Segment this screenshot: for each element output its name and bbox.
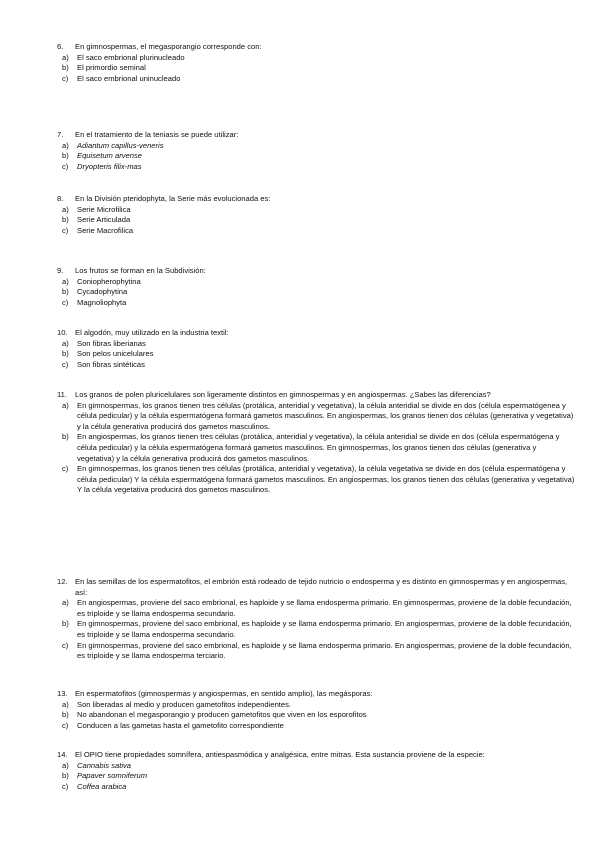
question-number: 12.: [57, 577, 68, 586]
question-text: El algodón, muy utilizado en la industria textil:: [75, 328, 229, 337]
option-b: [57, 63, 575, 74]
option-letter: b): [62, 215, 69, 225]
option-a: [57, 401, 575, 433]
question-text: Los frutos se forman en la Subdivisión:: [75, 266, 206, 275]
question-number: 13.: [57, 689, 68, 698]
question-7: [57, 130, 575, 172]
option-b: [57, 215, 575, 226]
option-c: [57, 782, 575, 793]
option-b: [57, 349, 575, 360]
option-c: [57, 641, 575, 662]
option-text: Adiantum capillus-veneris: [77, 140, 164, 150]
option-letter: c): [62, 297, 69, 307]
option-a: [57, 700, 575, 711]
option-c: [57, 226, 575, 237]
option-text: Son liberadas al medio y producen gametofitos independientes.: [77, 699, 292, 709]
option-c: [57, 162, 575, 173]
option-b: [57, 710, 575, 721]
option-text: Magnoliophyta: [77, 297, 127, 307]
option-letter: b): [62, 349, 69, 359]
option-letter: c): [62, 464, 69, 474]
option-a: [57, 53, 575, 64]
question-text: El OPIO tiene propiedades somnífera, antiespasmódica y analgésica, entre mitras. Esta sustancia proviene de la especie:: [75, 750, 485, 759]
option-letter: a): [62, 52, 69, 62]
question-10: [57, 328, 575, 370]
option-text: En gimnospermas, proviene del saco embrional, es haploide y se llama endosperma primario. En angiospermas, proviene de la doble fecundación, es triploide y se llama endosperma terciario.: [77, 640, 572, 661]
option-letter: a): [62, 400, 69, 410]
option-b: [57, 287, 575, 298]
question-8: [57, 194, 575, 236]
option-letter: c): [62, 640, 69, 650]
question-13: [57, 689, 575, 731]
option-letter: a): [62, 598, 69, 608]
option-letter: a): [62, 699, 69, 709]
option-letter: c): [62, 359, 69, 369]
option-text: Coffea arabica: [77, 781, 127, 791]
question-number: 10.: [57, 328, 68, 337]
option-text: En gimnospermas, los granos tienen tres células (protálica, anteridial y vegetativa), la célula vegetativa se divide en dos (célula espermatógena y célula pedicular) Y la célula espermatógena formará gametos masculinos. En angiospermas, los granos tienen dos células (generativa y vegetativa) Y la célula vegetativa producirá dos gametos masculinos.: [77, 464, 575, 495]
option-a: [57, 761, 575, 772]
question-text: En la División pteridophyta, la Serie más evolucionada es:: [75, 194, 271, 203]
question-number: 7.: [57, 130, 64, 139]
question-number: 6.: [57, 42, 64, 51]
option-letter: a): [62, 204, 69, 214]
option-text: En gimnospermas, proviene del saco embrional, es haploide y se llama endosperma primario. En angiospermas, proviene de la doble fecundación, es triploide y se llama endosperma secundario.: [77, 619, 572, 639]
option-letter: c): [62, 781, 69, 791]
option-c: [57, 360, 575, 371]
option-letter: a): [62, 338, 69, 348]
option-text: El saco embrional plurinucleado: [77, 52, 185, 62]
question-number: 9.: [57, 266, 64, 275]
option-text: En angiospermas, proviene del saco embrional, es haploide y se llama endosperma primario. En gimnospermas, proviene de la doble fecundación, es triploide y se llama endosperma secundario.: [77, 598, 572, 618]
option-letter: c): [62, 225, 69, 235]
option-b: [57, 151, 575, 162]
option-text: Dryopteris filix-mas: [77, 161, 142, 171]
option-a: [57, 205, 575, 216]
option-text: Cycadophytina: [77, 287, 128, 297]
option-a: [57, 141, 575, 152]
option-text: Coniopherophytina: [77, 276, 141, 286]
option-letter: c): [62, 73, 69, 83]
option-letter: a): [62, 276, 69, 286]
option-letter: a): [62, 140, 69, 150]
option-c: [57, 464, 575, 496]
option-text: No abandonan el megasporangio y producen gametofitos que viven en los esporofitos: [77, 710, 367, 720]
option-text: El saco embrional uninucleado: [77, 73, 181, 83]
question-11: [57, 390, 575, 496]
question-9: [57, 266, 575, 308]
question-text: En el tratamiento de la teniasis se puede utilizar:: [75, 130, 239, 139]
option-text: Serie Microfilica: [77, 204, 131, 214]
option-text: Conducen a las gametas hasta el gametofito correspondiente: [77, 720, 284, 730]
option-c: [57, 298, 575, 309]
option-letter: c): [62, 720, 69, 730]
option-b: [57, 619, 575, 640]
option-text: Equisetum arvense: [77, 151, 143, 161]
option-letter: b): [62, 619, 69, 629]
option-letter: b): [62, 287, 69, 297]
option-a: [57, 339, 575, 350]
option-text: En angiospermas, los granos tienen tres células (protálica, anteridial y vegetativa), la célula anteridial se divide en dos (célula espermatógena y célula pedicular) y la célula espermatógena formará gametos masculinos. En gimnospermas, los granos tienen dos células (generativa y vegetativa) y la célula generativa producirá dos gametos masculinos.: [77, 432, 560, 463]
question-number: 14.: [57, 750, 68, 759]
question-12: [57, 577, 575, 662]
option-letter: b): [62, 63, 69, 73]
option-letter: b): [62, 710, 69, 720]
option-c: [57, 74, 575, 85]
option-b: [57, 432, 575, 464]
option-text: Serie Articulada: [77, 215, 131, 225]
option-b: [57, 771, 575, 782]
question-text: En gimnospermas, el megasporangio corresponde con:: [75, 42, 262, 51]
option-letter: b): [62, 432, 69, 442]
option-text: Son fibras liberianas: [77, 338, 146, 348]
option-letter: b): [62, 151, 69, 161]
option-text: Son pelos unicelulares: [77, 349, 154, 359]
option-text: Serie Macrofilica: [77, 225, 134, 235]
question-number: 11.: [57, 390, 67, 399]
option-text: El primordio seminal: [77, 63, 146, 73]
option-letter: c): [62, 161, 69, 171]
question-6: [57, 42, 575, 84]
question-number: 8.: [57, 194, 64, 203]
option-c: [57, 721, 575, 732]
option-text: Cannabis sativa: [77, 760, 132, 770]
question-text: En las semillas de los espermatofitos, el embrión está rodeado de tejido nutricio o endosperma y es distinto en gimnospermas y en angiospermas, así:: [75, 577, 568, 597]
question-text: Los granos de polen pluricelulares son ligeramente distintos en gimnospermas y en angiospermas. ¿Sabes las diferencias?: [75, 390, 491, 399]
option-a: [57, 277, 575, 288]
option-a: [57, 598, 575, 619]
question-text: En espermatofitos (gimnospermas y angiospermas, en sentido amplio), las megásporas:: [75, 689, 373, 698]
option-text: En gimnospermas, los granos tienen tres células (protálica, anteridial y vegetativa), la célula anteridial se divide en dos (célula espermatógenea y célula pedicular) y la célula espermatógena formará gametos masculinos. En angiospermas, los granos tienen dos células (generativa y vegetativa) y la célula generativa producirá dos gametos masculinos.: [77, 400, 574, 431]
option-text: Papaver somniferum: [77, 771, 148, 781]
option-text: Son fibras sintéticas: [77, 359, 145, 369]
option-letter: b): [62, 771, 69, 781]
option-letter: a): [62, 760, 69, 770]
question-14: [57, 750, 575, 792]
